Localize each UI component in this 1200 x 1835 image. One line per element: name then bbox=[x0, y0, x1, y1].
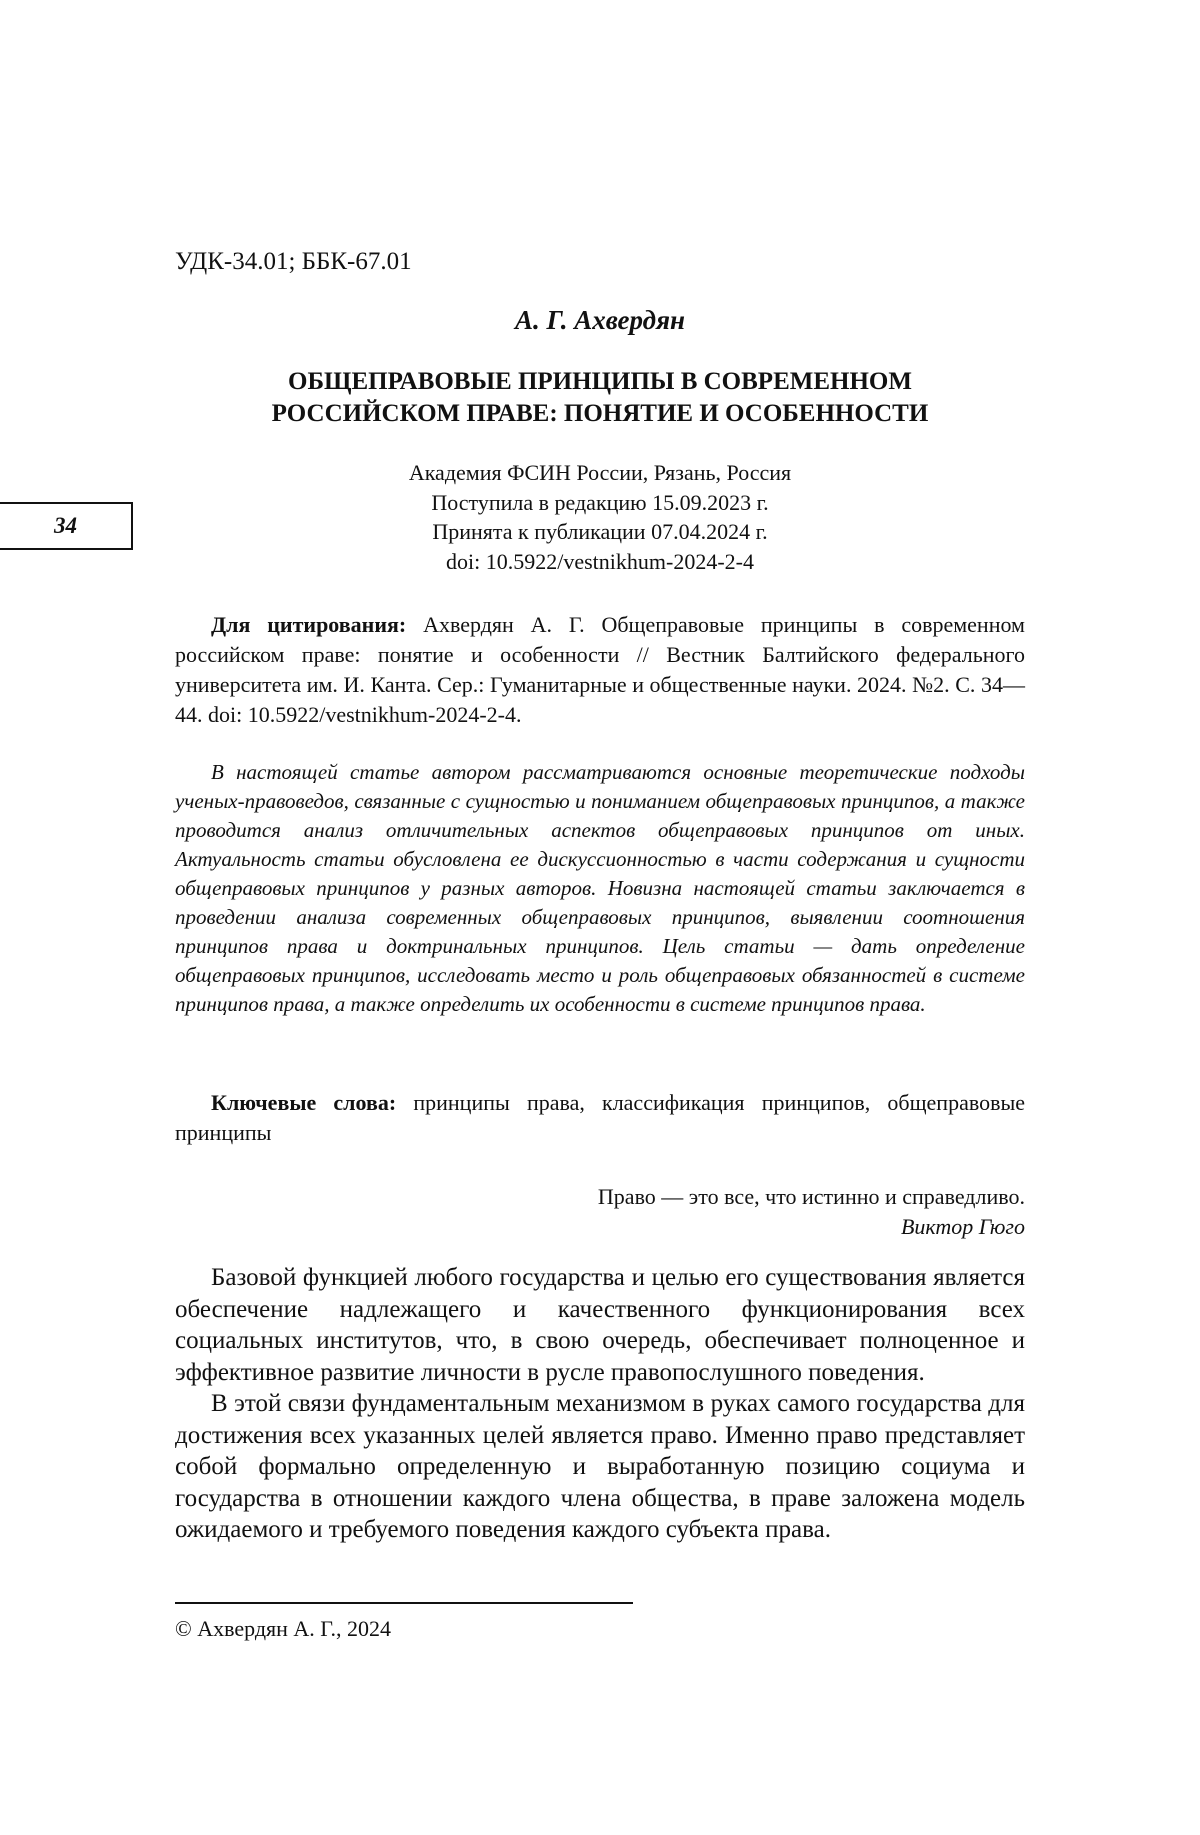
received-date: Поступила в редакцию 15.09.2023 г. bbox=[431, 489, 769, 515]
article-author: А. Г. Ахвердян bbox=[515, 305, 685, 335]
copyright-notice: © Ахвердян А. Г., 2024 bbox=[175, 1616, 392, 1641]
keywords-block bbox=[175, 1088, 1025, 1148]
article-meta bbox=[175, 458, 1025, 576]
abstract: В настоящей статье автором рассматриваются основные теоретические подходы ученых-правоведов, связанные с сущностью и пониманием общеправовых принципов, а также проводится анализ отличительных аспектов общеправовых принципов от иных. Актуальность статьи обусловлена ее дискуссионностью в части содержания и сущности общеправовых принципов у разных авторов. Новизна настоящей статьи заключается в проведении анализа современных общеправовых принципов, выявлении соотношения принципов права и доктринальных принципов. Цель статьи — дать определение общеправовых принципов, исследовать место и роль общеправовых обязанностей в системе принципов права, а также определить их особенности в системе принципов права. bbox=[175, 760, 1025, 1016]
keywords-label: Ключевые слова: bbox=[211, 1090, 397, 1115]
title-line-2: РОССИЙСКОМ ПРАВЕ: ПОНЯТИЕ И ОСОБЕННОСТИ bbox=[271, 400, 929, 427]
article-title bbox=[175, 366, 1025, 430]
epigraph-author: Виктор Гюго bbox=[900, 1214, 1025, 1239]
page-number-box bbox=[0, 502, 133, 550]
citation-text: Ахвердян А. Г. Общеправовые принципы в современном российском праве: понятие и особенности // Вестник Балтийского федерального университета им. И. Канта. Сер.: Гуманитарные и общественные науки. 2024. №2. С. 34—44. doi: 10.5922/vestnikhum-2024-2-4. bbox=[175, 612, 1025, 727]
accepted-date: Принята к публикации 07.04.2024 г. bbox=[432, 519, 768, 544]
epigraph-text: Право — это все, что истинно и справедливо. bbox=[597, 1184, 1025, 1209]
citation-block bbox=[175, 610, 1025, 730]
footnote-divider bbox=[175, 1602, 633, 1604]
affiliation: Академия ФСИН России, Рязань, Россия bbox=[408, 460, 792, 485]
page-number: 34 bbox=[54, 513, 77, 538]
title-line-1: ОБЩЕПРАВОВЫЕ ПРИНЦИПЫ В СОВРЕМЕННОМ bbox=[288, 368, 912, 395]
doi: doi: 10.5922/vestnikhum-2024-2-4 bbox=[446, 548, 754, 574]
body-paragraph-1: Базовой функцией любого государства и целью его существования является обеспечение надлежащего и качественного функционирования всех социальных институтов, что, в свою очередь, обеспечивает полноценное и эффективное развитие личности в русле правопослушного поведения. bbox=[175, 1264, 1025, 1386]
udk-classification: УДК-34.01; ББК-67.01 bbox=[175, 248, 412, 275]
citation-label: Для цитирования: bbox=[211, 612, 407, 637]
epigraph bbox=[175, 1182, 1025, 1242]
body-text bbox=[175, 1262, 1025, 1546]
keywords-text: принципы права, классификация принципов, общеправовые принципы bbox=[175, 1090, 1026, 1145]
body-paragraph-2: В этой связи фундаментальным механизмом в руках самого государства для достижения всех указанных целей является право. Именно право представляет собой формально определенную и выработанную позицию социума и государства в отношении каждого члена общества, в праве заложена модель ожидаемого и требуемого поведения каждого субъекта права. bbox=[175, 1390, 1025, 1543]
